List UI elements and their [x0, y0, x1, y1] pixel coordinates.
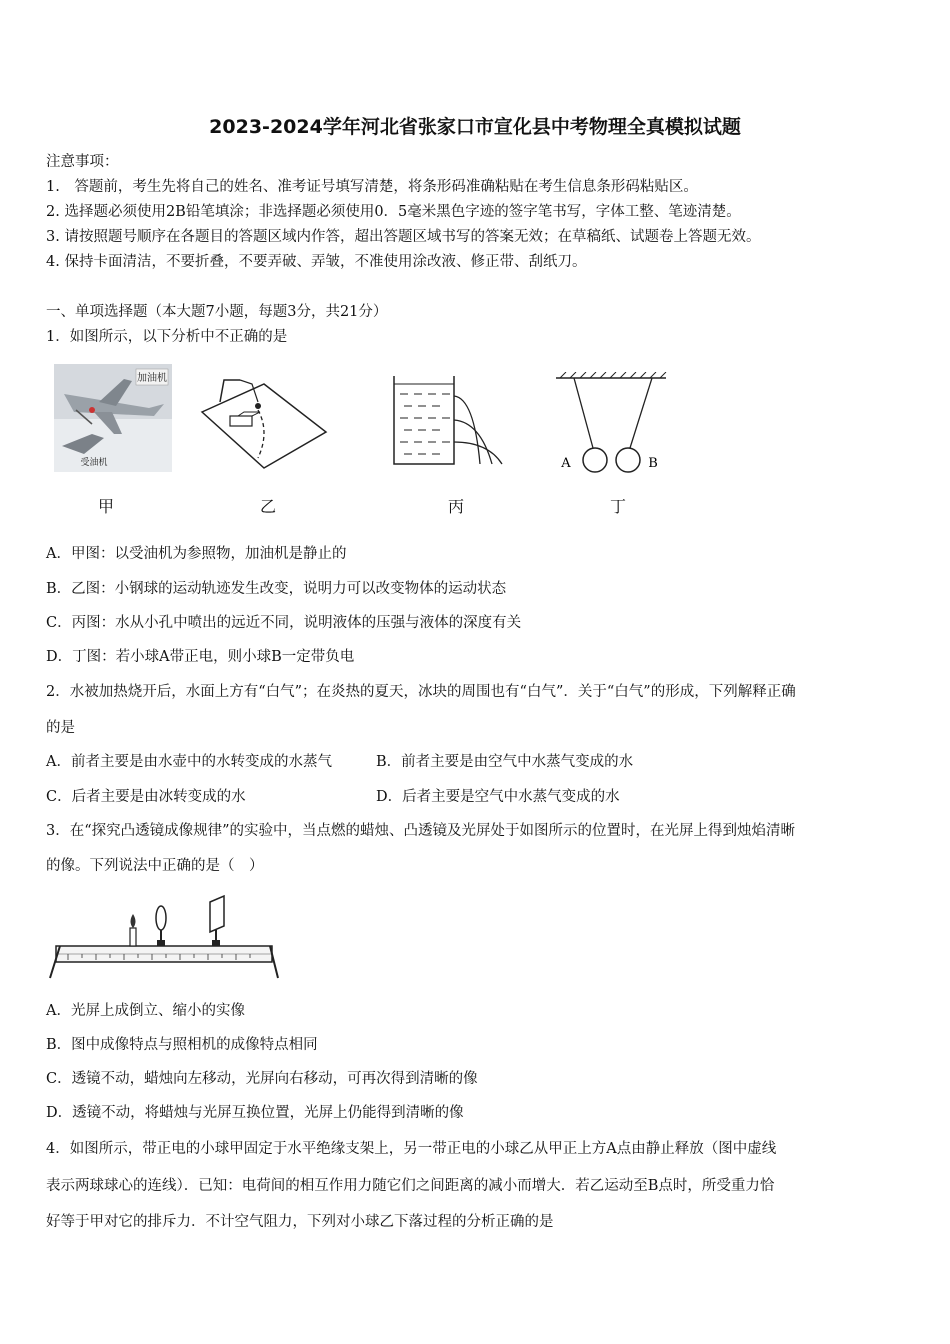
q2-option-d: D．后者主要是空气中水蒸气变成的水	[376, 789, 620, 805]
caption-jia: 甲	[98, 497, 115, 516]
q1-option-c: C．丙图：水从小孔中喷出的远近不同，说明液体的压强与液体的深度有关	[46, 615, 522, 631]
q1-option-b: B．乙图：小钢球的运动轨迹发生改变，说明力可以改变物体的运动状态	[46, 581, 507, 597]
q3-stem-line2: 的像。下列说法中正确的是（ ）	[46, 858, 264, 874]
caption-yi: 乙	[260, 497, 277, 516]
q2-option-c: C．后者主要是由冰转变成的水	[46, 789, 246, 805]
figure-hanging-balls	[552, 372, 670, 476]
caption-bing: 丙	[448, 497, 465, 516]
notice-item: 3. 请按照题号顺序在各题目的答题区域内作答，超出答题区域书写的答案无效；在草稿纸、试题卷上答题无效。	[46, 229, 761, 245]
ball-a-label: A	[561, 456, 571, 471]
q3-option-a: A．光屏上成倒立、缩小的实像	[46, 1003, 245, 1019]
figure-refueling-aircraft	[54, 364, 172, 472]
q1-option-d: D．丁图：若小球A带正电，则小球B一定带负电	[46, 649, 355, 665]
q3-option-d: D．透镜不动，将蜡烛与光屏互换位置，光屏上仍能得到清晰的像	[46, 1105, 464, 1121]
caption-ding: 丁	[610, 497, 627, 516]
q3-stem-line1: 3．在“探究凸透镜成像规律”的实验中，当点燃的蜡烛、凸透镜及光屏处于如图所示的位置时，在光屏上得到烛焰清晰	[46, 823, 796, 839]
q3-option-b: B．图中成像特点与照相机的成像特点相同	[46, 1037, 318, 1053]
q1-stem: 1．如图所示，以下分析中不正确的是	[46, 329, 288, 345]
notice-item: 2. 选择题必须使用2B铅笔填涂；非选择题必须使用0．5毫米黑色字迹的签字笔书写，字体工整、笔迹清楚。	[46, 204, 741, 220]
notice-item: 4. 保持卡面清洁，不要折叠，不要弄破、弄皱，不准使用涂改液、修正带、刮纸刀。	[46, 254, 587, 270]
receiver-label: 受油机	[80, 458, 108, 468]
ball-b-label: B	[648, 456, 658, 471]
section-heading: 一、单项选择题（本大题7小题，每题3分，共21分）	[46, 304, 388, 320]
q2-stem-line1: 2．水被加热烧开后，水面上方有“白气”；在炎热的夏天，冰块的周围也有“白气”．关于“白气”的形成，下列解释正确	[46, 684, 796, 700]
figure-ball-magnet	[200, 372, 330, 472]
notice-item: 1. 答题前，考生先将自己的姓名、准考证号填写清楚，将条形码准确粘贴在考生信息条形码粘贴区。	[46, 179, 698, 195]
q2-stem-line2: 的是	[46, 720, 75, 736]
figure-water-jets	[388, 374, 508, 468]
q4-stem-line1: 4．如图所示，带正电的小球甲固定于水平绝缘支架上，另一带正电的小球乙从甲正上方A点由静止释放（图中虚线	[46, 1141, 777, 1157]
q4-stem-line3: 好等于甲对它的排斥力．不计空气阻力，下列对小球乙下落过程的分析正确的是	[46, 1214, 554, 1230]
q1-option-a: A．甲图：以受油机为参照物，加油机是静止的	[46, 546, 347, 562]
page-title: 2023-2024学年河北省张家口市宣化县中考物理全真模拟试题	[209, 116, 741, 138]
q2-option-b: B．前者主要是由空气中水蒸气变成的水	[376, 754, 634, 770]
tanker-label: 加油机	[137, 373, 167, 384]
figure-optical-bench	[48, 892, 280, 984]
q2-option-a: A．前者主要是由水壶中的水转变成的水蒸气	[46, 754, 332, 770]
q4-stem-line2: 表示两球球心的连线）．已知：电荷间的相互作用力随它们之间距离的减小而增大．若乙运动至B点时，所受重力恰	[46, 1178, 775, 1194]
notice-heading: 注意事项：	[46, 154, 119, 170]
q3-option-c: C．透镜不动，蜡烛向左移动，光屏向右移动，可再次得到清晰的像	[46, 1071, 478, 1087]
